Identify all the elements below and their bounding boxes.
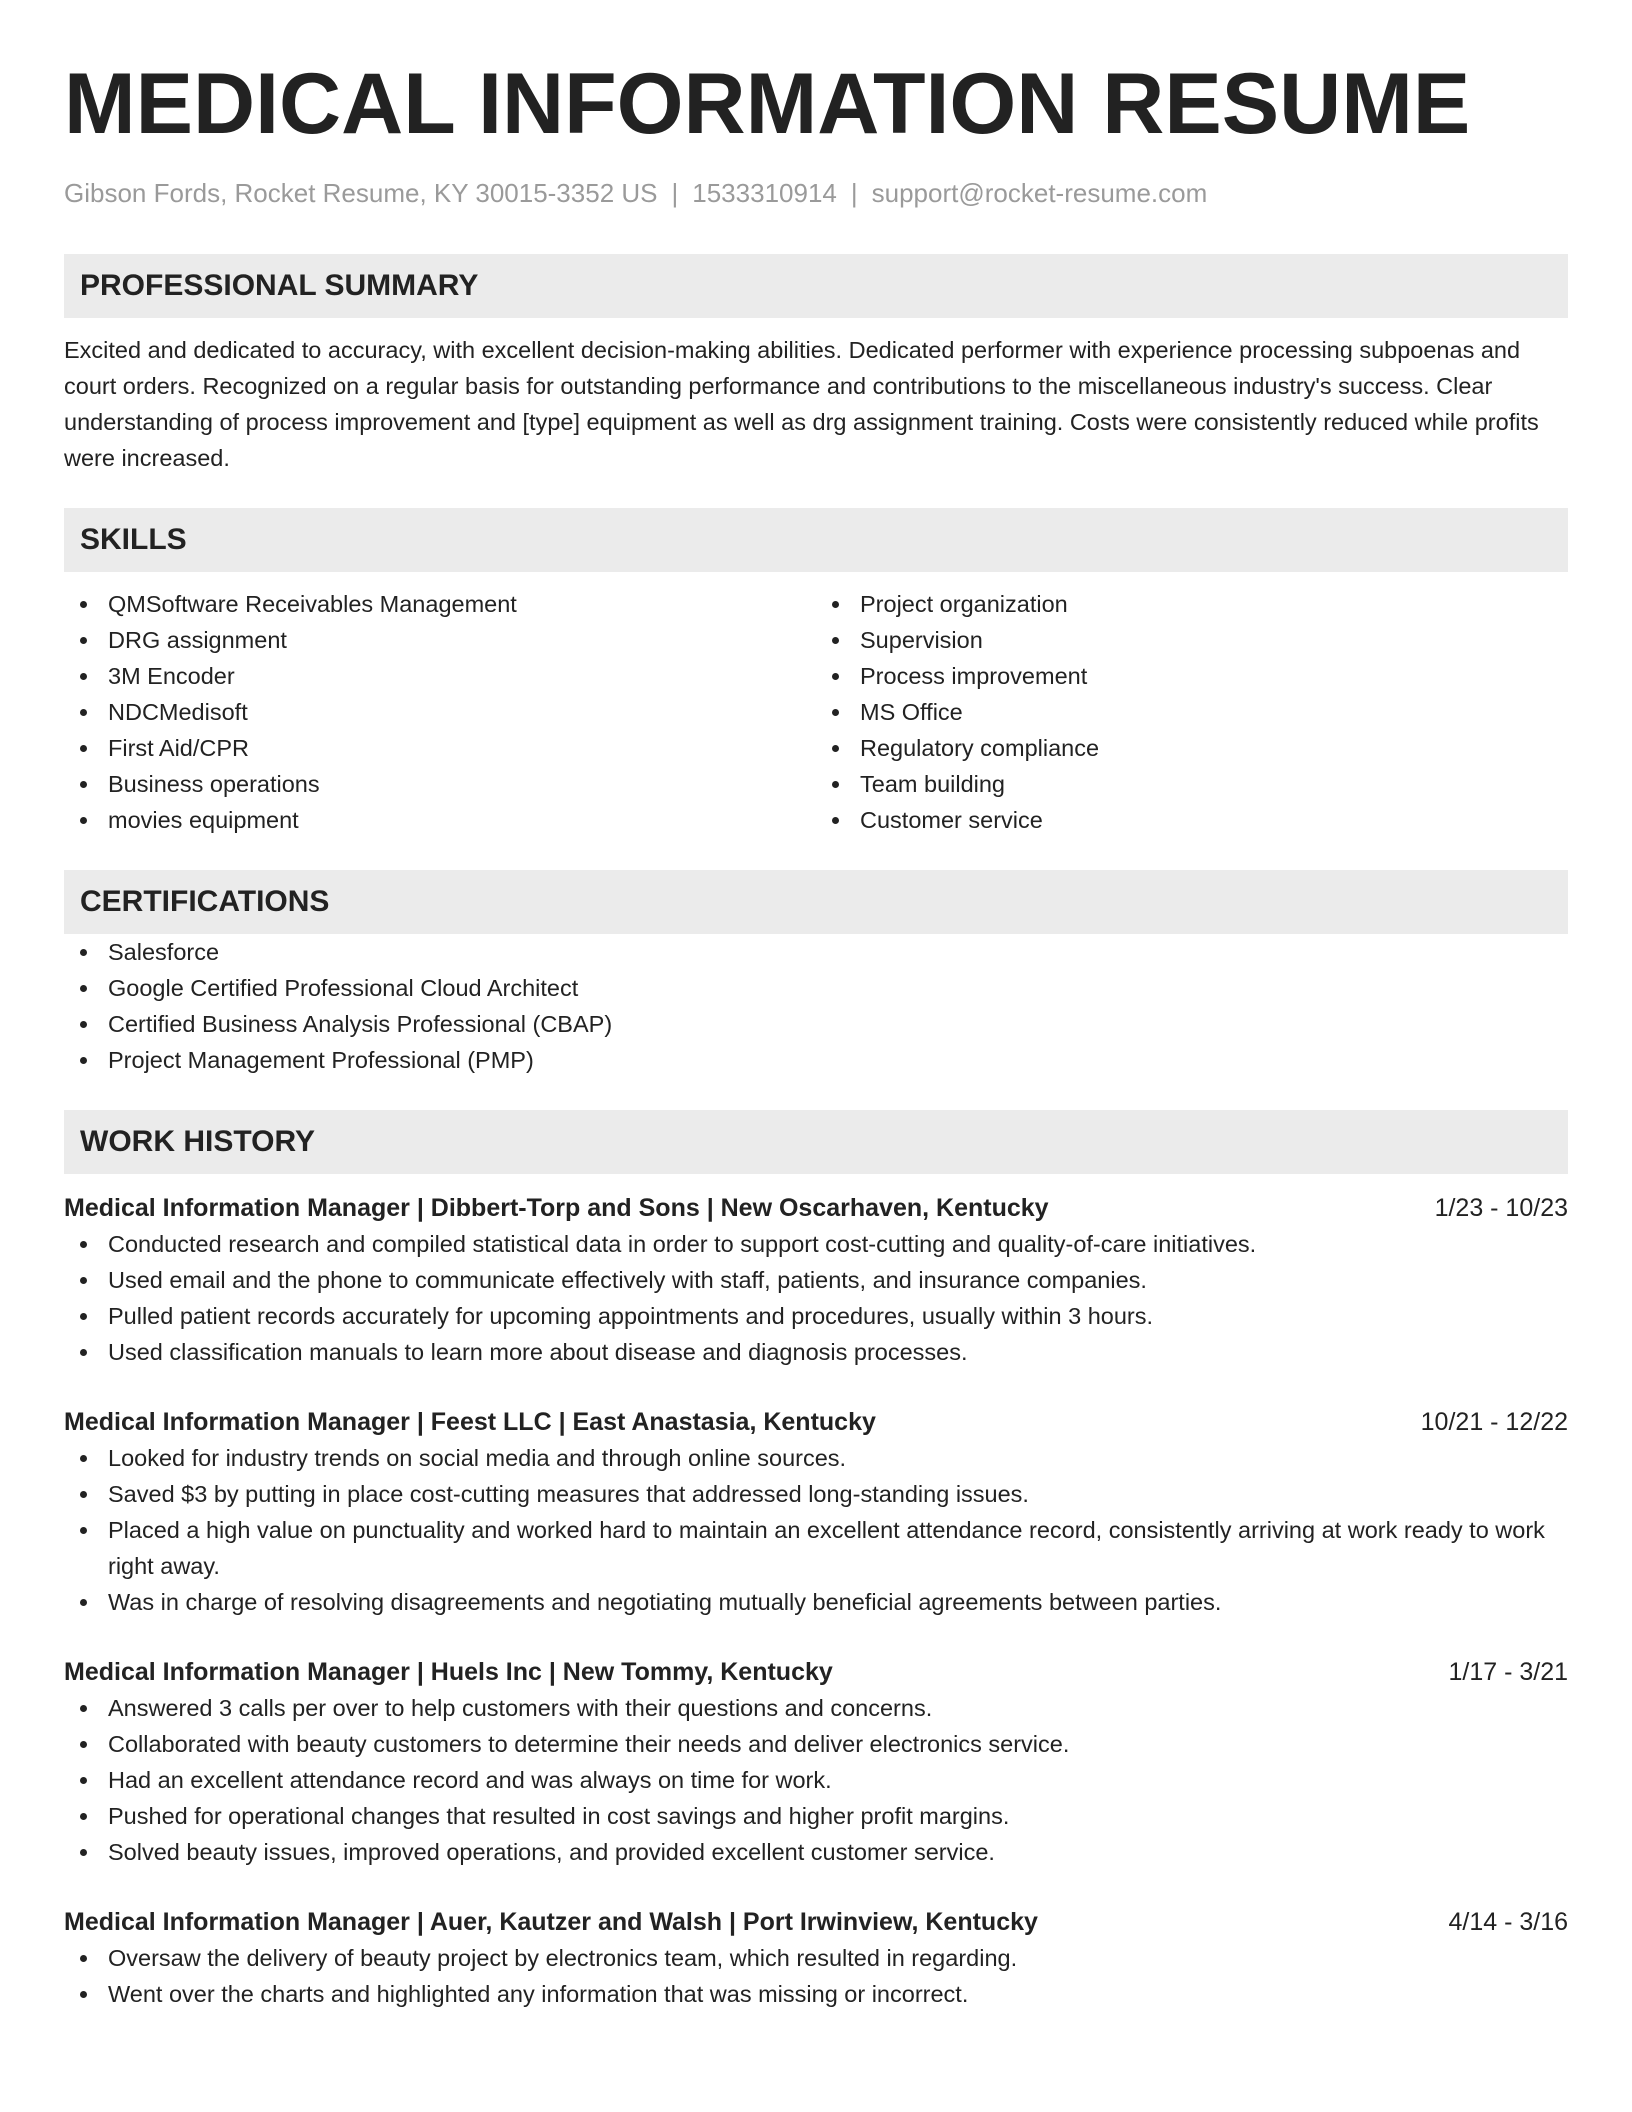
job-bullets <box>64 1940 1568 2012</box>
job-bullet <box>64 1762 1568 1798</box>
job-bullet-text: Looked for industry trends on social media and through online sources. <box>108 1445 847 1471</box>
bullet-icon <box>80 1527 87 1534</box>
bullet-icon <box>80 1741 87 1748</box>
skill-label: MS Office <box>860 699 963 725</box>
bullet-icon <box>80 1849 87 1856</box>
job-bullet-text: Conducted research and compiled statistical data in order to support cost-cutting and quality-of-care initiatives. <box>108 1231 1257 1257</box>
job-entry <box>64 1654 1568 1870</box>
job-bullet-text: Solved beauty issues, improved operations, and provided excellent customer service. <box>108 1839 995 1865</box>
job-bullet-text: Answered 3 calls per over to help customers with their questions and concerns. <box>108 1695 933 1721</box>
job-bullet <box>64 1512 1568 1584</box>
bullet-icon <box>80 1241 87 1248</box>
bullet-icon <box>80 1777 87 1784</box>
job-bullets <box>64 1226 1568 1370</box>
certification-label: Project Management Professional (PMP) <box>108 1047 534 1073</box>
skills-column-right <box>816 586 1568 838</box>
bullet-icon <box>80 1955 87 1962</box>
job-bullet <box>64 1940 1568 1976</box>
job-bullet <box>64 1298 1568 1334</box>
bullet-icon <box>80 745 87 752</box>
job-header <box>64 1190 1568 1226</box>
bullet-icon <box>80 1599 87 1606</box>
bullet-icon <box>832 781 839 788</box>
job-bullet <box>64 1334 1568 1370</box>
job-entry <box>64 1190 1568 1370</box>
certification-item <box>64 1006 1568 1042</box>
job-header <box>64 1404 1568 1440</box>
job-bullet-text: Used email and the phone to communicate effectively with staff, patients, and insurance companies. <box>108 1267 1147 1293</box>
certification-item <box>64 970 1568 1006</box>
bullet-icon <box>80 1057 87 1064</box>
skill-item <box>64 766 816 802</box>
job-bullet <box>64 1440 1568 1476</box>
job-title: Medical Information Manager | Auer, Kautzer and Walsh | Port Irwinview, Kentucky <box>64 1908 1038 1936</box>
bullet-icon <box>80 1455 87 1462</box>
skill-item <box>816 730 1568 766</box>
contact-phone: 1533310914 <box>692 178 837 208</box>
contact-separator: | <box>850 178 858 208</box>
bullet-icon <box>832 601 839 608</box>
job-bullet <box>64 1690 1568 1726</box>
skill-label: QMSoftware Receivables Management <box>108 591 517 617</box>
bullet-icon <box>80 1991 87 1998</box>
bullet-icon <box>80 1813 87 1820</box>
certification-label: Salesforce <box>108 939 220 965</box>
bullet-icon <box>80 601 87 608</box>
skill-label: Regulatory compliance <box>860 735 1100 761</box>
contact-email: support@rocket-resume.com <box>871 178 1208 208</box>
bullet-icon <box>832 745 839 752</box>
job-bullet <box>64 1262 1568 1298</box>
skill-label: DRG assignment <box>108 627 287 653</box>
job-bullet-text: Went over the charts and highlighted any information that was missing or incorrect. <box>108 1981 969 2007</box>
bullet-icon <box>80 1349 87 1356</box>
job-dates: 4/14 - 3/16 <box>1448 1908 1568 1936</box>
job-bullet-text: Oversaw the delivery of beauty project by electronics team, which resulted in regarding. <box>108 1945 1018 1971</box>
job-bullet-text: Placed a high value on punctuality and worked hard to maintain an excellent attendance record, consistently arriving at work ready to work right away. <box>108 1517 1545 1579</box>
skill-item <box>64 730 816 766</box>
bullet-icon <box>80 637 87 644</box>
bullet-icon <box>832 637 839 644</box>
skill-item <box>816 622 1568 658</box>
job-dates: 1/17 - 3/21 <box>1448 1658 1568 1686</box>
job-bullet <box>64 1726 1568 1762</box>
summary-text: Excited and dedicated to accuracy, with excellent decision-making abilities. Dedicated performer with experience processing subpoenas and court orders. Recognized on a regular basis for outstanding performance and contributions to the miscellaneous industry's success. Clear understanding of process improvement and [type] equipment as well as drg assignment training. Costs were consistently reduced while profits were increased. <box>64 337 1539 471</box>
skill-label: Customer service <box>860 807 1043 833</box>
certification-item <box>64 1042 1568 1078</box>
skill-label: First Aid/CPR <box>108 735 250 761</box>
job-bullet <box>64 1798 1568 1834</box>
skill-item <box>816 802 1568 838</box>
job-title: Medical Information Manager | Huels Inc | New Tommy, Kentucky <box>64 1658 833 1686</box>
section-header-certifications: CERTIFICATIONS <box>64 870 1568 934</box>
skill-item <box>64 622 816 658</box>
job-bullet-text: Collaborated with beauty customers to determine their needs and deliver electronics service. <box>108 1731 1070 1757</box>
bullet-icon <box>80 1313 87 1320</box>
skill-item <box>816 658 1568 694</box>
section-header-summary: PROFESSIONAL SUMMARY <box>64 254 1568 318</box>
job-entry <box>64 1904 1568 2012</box>
job-bullet-text: Used classification manuals to learn more about disease and diagnosis processes. <box>108 1339 968 1365</box>
job-header <box>64 1654 1568 1690</box>
certifications-list <box>64 934 1568 1078</box>
bullet-icon <box>80 1705 87 1712</box>
bullet-icon <box>80 1277 87 1284</box>
bullet-icon <box>80 1491 87 1498</box>
skills-list <box>64 586 1568 838</box>
bullet-icon <box>80 817 87 824</box>
skill-item <box>816 766 1568 802</box>
job-dates: 10/21 - 12/22 <box>1420 1408 1568 1436</box>
contact-separator: | <box>671 178 679 208</box>
contact-address: Gibson Fords, Rocket Resume, KY 30015-3352 US <box>64 178 658 208</box>
bullet-icon <box>80 673 87 680</box>
skill-item <box>816 586 1568 622</box>
job-bullet-text: Pulled patient records accurately for upcoming appointments and procedures, usually within 3 hours. <box>108 1303 1154 1329</box>
job-dates: 1/23 - 10/23 <box>1434 1194 1568 1222</box>
skill-label: Team building <box>860 771 1006 797</box>
bullet-icon <box>80 781 87 788</box>
contact-line <box>64 176 1568 210</box>
skills-column-left <box>64 586 816 838</box>
certification-label: Google Certified Professional Cloud Architect <box>108 975 579 1001</box>
job-bullet <box>64 1226 1568 1262</box>
skill-label: 3M Encoder <box>108 663 235 689</box>
skill-item <box>816 694 1568 730</box>
skill-item <box>64 658 816 694</box>
job-entry <box>64 1404 1568 1620</box>
certification-item <box>64 934 1568 970</box>
skill-item <box>64 694 816 730</box>
job-bullet-text: Saved $3 by putting in place cost-cutting measures that addressed long-standing issues. <box>108 1481 1029 1507</box>
job-bullet <box>64 1976 1568 2012</box>
job-bullet-text: Was in charge of resolving disagreements and negotiating mutually beneficial agreements between parties. <box>108 1589 1222 1615</box>
job-bullet-text: Had an excellent attendance record and was always on time for work. <box>108 1767 832 1793</box>
skill-label: Process improvement <box>860 663 1088 689</box>
job-bullet-text: Pushed for operational changes that resulted in cost savings and higher profit margins. <box>108 1803 1010 1829</box>
job-bullets <box>64 1440 1568 1620</box>
job-title: Medical Information Manager | Dibbert-Torp and Sons | New Oscarhaven, Kentucky <box>64 1194 1049 1222</box>
section-header-skills: SKILLS <box>64 508 1568 572</box>
bullet-icon <box>80 949 87 956</box>
section-header-work-history: WORK HISTORY <box>64 1110 1568 1174</box>
job-bullet <box>64 1476 1568 1512</box>
resume-title: MEDICAL INFORMATION RESUME <box>64 56 1471 152</box>
skill-label: Project organization <box>860 591 1068 617</box>
job-title: Medical Information Manager | Feest LLC | East Anastasia, Kentucky <box>64 1408 876 1436</box>
job-bullet <box>64 1584 1568 1620</box>
bullet-icon <box>832 817 839 824</box>
job-bullet <box>64 1834 1568 1870</box>
skill-label: movies equipment <box>108 807 299 833</box>
skill-label: Business operations <box>108 771 320 797</box>
bullet-icon <box>80 985 87 992</box>
bullet-icon <box>832 673 839 680</box>
bullet-icon <box>80 709 87 716</box>
skill-label: Supervision <box>860 627 983 653</box>
bullet-icon <box>80 1021 87 1028</box>
skill-item <box>64 586 816 622</box>
bullet-icon <box>832 709 839 716</box>
job-header <box>64 1904 1568 1940</box>
job-bullets <box>64 1690 1568 1870</box>
skill-item <box>64 802 816 838</box>
certification-label: Certified Business Analysis Professional (CBAP) <box>108 1011 613 1037</box>
skill-label: NDCMedisoft <box>108 699 248 725</box>
